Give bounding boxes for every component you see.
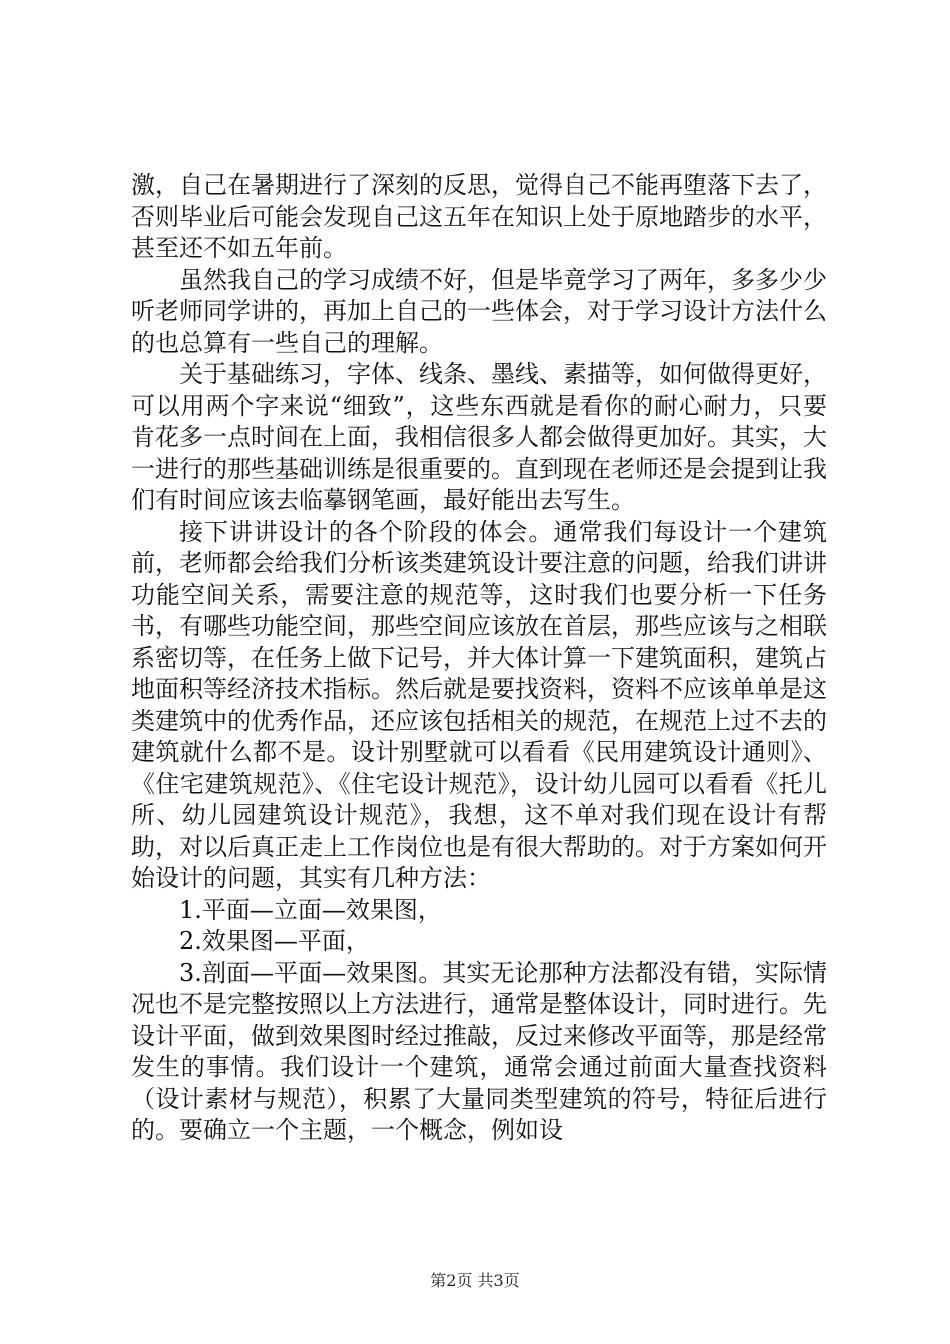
paragraph-1: 激，自己在暑期进行了深刻的反思，觉得自己不能再堕落下去了，否则毕业后可能会发现自己这五年在知识上处于原地踏步的水平，甚至还不如五年前。 <box>131 171 827 262</box>
paragraph-3: 关于基础练习，字体、线条、墨线、素描等，如何做得更好，可以用两个字来说“细致”，这些东西就是看你的耐心耐力，只要肯花多一点时间在上面，我相信很多人都会做得更加好。其实，大一进行的那些基础训练是很重要的。直到现在老师还是会提到让我们有时间应该去临摹钢笔画，最好能出去写生。 <box>131 360 827 514</box>
paragraph-4: 接下讲讲设计的各个阶段的体会。通常我们每设计一个建筑前，老师都会给我们分析该类建筑设计要注意的问题，给我们讲讲功能空间关系，需要注意的规范等，这时我们也要分析一下任务书，有哪些功能空间，那些空间应该放在首层，那些应该与之相联系密切等，在任务上做下记号，并大体计算一下建筑面积，建筑占地面积等经济技术指标。然后就是要找资料，资料不应该单单是这类建筑中的优秀作品，还应该包括相关的规范，在规范上过不去的建筑就什么都不是。设计别墅就可以看看《民用建筑设计通则》、《住宅建筑规范》、《住宅设计规范》，设计幼儿园可以看看《托儿所、幼儿园建筑设计规范》，我想，这不单对我们现在设计有帮助，对以后真正走上工作岗位也是有很大帮助的。对于方案如何开始设计的问题，其实有几种方法： <box>131 517 827 892</box>
document-body <box>131 170 827 1147</box>
list-item-1: 1.平面—立面—效果图， <box>179 895 442 924</box>
page-footer: 第2页 共3页 <box>430 1271 520 1290</box>
list-item-3: 3.剖面—平面—效果图。其实无论那种方法都没有错，实际情况也不是完整按照以上方法进行，通常是整体设计，同时进行。先设计平面，做到效果图时经过推敲，反过来修改平面等，那是经常发生的事情。我们设计一个建筑，通常会通过前面大量查找资料（设计素材与规范），积累了大量同类型建筑的符号，特征后进行的。要确立一个主题，一个概念，例如设 <box>131 958 827 1144</box>
list-item-2: 2.效果图—平面， <box>179 927 370 955</box>
paragraph-2: 虽然我自己的学习成绩不好，但是毕竟学习了两年，多多少少听老师同学讲的，再加上自己的一些体会，对于学习设计方法什么的也总算有一些自己的理解。 <box>131 265 827 357</box>
